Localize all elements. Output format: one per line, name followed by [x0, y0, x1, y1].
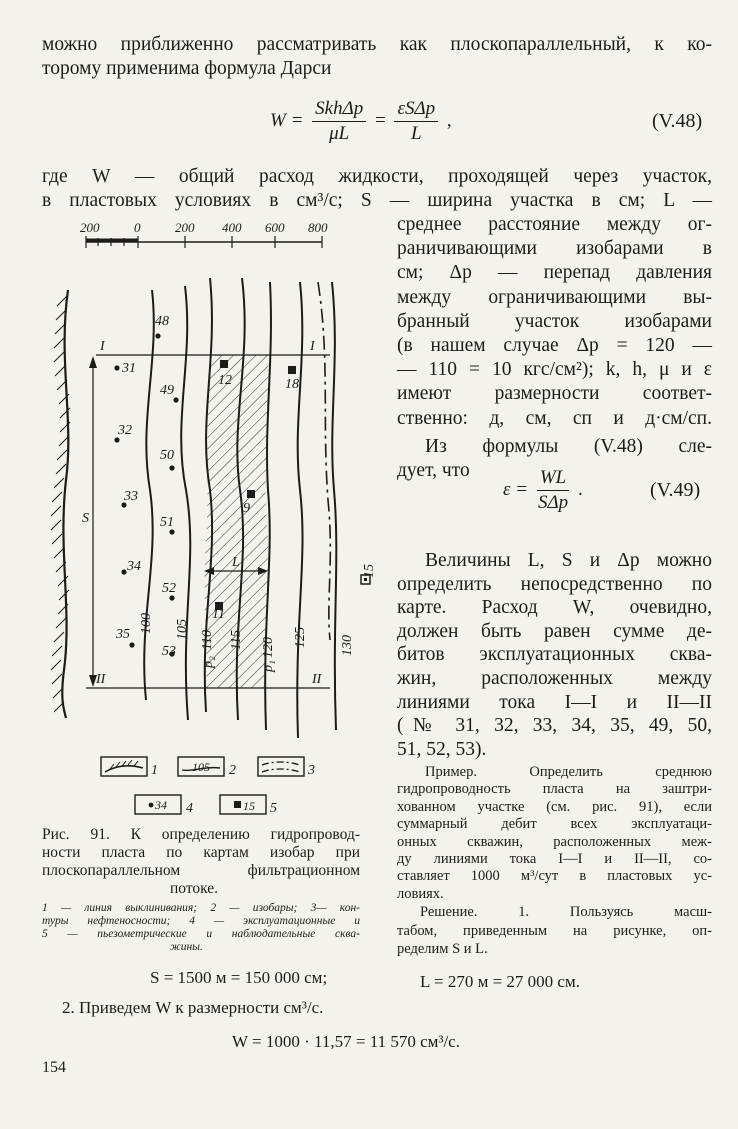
equation-v49: ε = $\frac{WL}{\text{SΔp}}$ . — [503, 467, 583, 513]
well-label: 12 — [218, 373, 232, 388]
legend-number: 2 — [229, 763, 236, 778]
p1-label: p₁ — [261, 660, 276, 672]
well-label: 52 — [162, 581, 176, 596]
paragraph-line: среднее расстояние между ог- — [397, 214, 712, 235]
legend-number: 5 — [270, 801, 277, 816]
isobar-100 — [144, 290, 154, 700]
paragraph-line: — 110 = 10 кгс/см²); k, h, μ и ε — [397, 359, 712, 381]
well-label: 49 — [160, 383, 174, 398]
scale-label: 400 — [222, 220, 242, 235]
page-number: 154 — [42, 1059, 66, 1076]
line-label: II — [96, 672, 106, 687]
paragraph-line: можно приближенно рассматривать как плоскопараллельный, к ко- — [42, 34, 712, 55]
paragraph-line: гидропроводность пласта на заштри- — [397, 781, 712, 798]
step-2: 2. Приведем W к размерности см³/с. — [62, 998, 324, 1017]
paragraph-line: между ограничивающими вы- — [397, 286, 712, 308]
well-label: 51 — [160, 515, 174, 530]
well-dot — [121, 569, 126, 574]
paragraph-line: должен быть равен сумме де- — [397, 620, 712, 642]
legend-value: 34 — [155, 798, 167, 812]
well-dot — [169, 529, 174, 534]
L-label: L — [232, 555, 240, 570]
well-label: 50 — [160, 448, 174, 463]
well-label: 15 — [362, 564, 377, 578]
isobar-label: 120 — [261, 637, 276, 658]
isobar-130 — [332, 282, 336, 730]
scale-label: 0 — [134, 220, 141, 235]
paragraph-line: где W — общий расход жидкости, проходящей через участок, — [42, 166, 712, 187]
scale-label: 600 — [265, 220, 285, 235]
paragraph-line: 51, 52, 53). — [397, 738, 487, 760]
well-label: 34 — [127, 559, 141, 574]
well-label: 31 — [122, 361, 136, 376]
fraction: $\frac{\text{εSΔp}}{L}$ — [394, 98, 438, 145]
paragraph-line: определить непосредственно по — [397, 573, 712, 595]
pinch-out-hatch — [51, 296, 70, 712]
paragraph-line: табом, приведенным на рисунке, оп- — [397, 922, 712, 939]
well-dot — [173, 397, 178, 402]
figure-caption: потоке. — [170, 880, 219, 897]
legend-value: 105 — [192, 760, 210, 774]
scale-bar — [86, 236, 322, 248]
paragraph-line: в пластовых условиях в см³/с; S — ширина участка в см; L — — [42, 190, 712, 211]
line-label: I — [310, 339, 315, 354]
scale-label: 200 — [175, 220, 195, 235]
paragraph-line: ставляет 1000 м³/сут в пластовых ус- — [397, 868, 712, 885]
paragraph-line: ловиях. — [397, 885, 444, 902]
isobar-label: 130 — [340, 635, 355, 656]
paragraph-line: онных скважин, расположенных меж- — [397, 833, 712, 850]
legend-box-3 — [258, 757, 304, 776]
isobar-125 — [297, 282, 302, 738]
isobar-label: 115 — [229, 630, 244, 650]
S-label: S — [82, 511, 89, 526]
isobar-label: 100 — [139, 613, 154, 634]
well-dot — [129, 642, 134, 647]
paragraph-line: см; Δp — перепад давления — [397, 262, 712, 284]
paragraph-line: торому применима формула Дарси — [42, 58, 332, 79]
equation-number: (V.49) — [650, 479, 701, 501]
well-label: 33 — [124, 489, 138, 504]
obs-well-square — [247, 490, 255, 498]
well-label: 9 — [243, 501, 250, 516]
well-label: 32 — [118, 423, 132, 438]
isobar-105 — [181, 286, 190, 720]
paragraph-line: битов эксплуатационных сква- — [397, 644, 712, 666]
result-L: L = 270 м = 27 000 см. — [420, 972, 580, 991]
oil-contour — [318, 282, 330, 640]
legend-number: 4 — [186, 801, 193, 816]
equation-v48: W = $\frac{\text{SkhΔp}}{\mu L}$ = $\frac{\text{εSΔp}}{L}$ , — [270, 98, 452, 144]
result-W: W = 1000 · 11,57 = 11 570 см³/с. — [232, 1032, 460, 1051]
paragraph-line: дует, что — [397, 460, 470, 481]
figure-caption: плоскопараллельном фильтрационном — [42, 862, 360, 879]
well-label: 53 — [162, 644, 176, 659]
paragraph-line: имеют размерности соответ- — [397, 383, 712, 405]
paragraph-line: ределим S и L. — [397, 941, 488, 957]
well-label: 35 — [116, 627, 130, 642]
paragraph-line: линиями тока I—I и II—II — [397, 691, 712, 713]
well-label: 48 — [155, 314, 169, 329]
eq-lhs: W = — [270, 109, 304, 131]
obs-well-square — [288, 366, 296, 374]
paragraph-line: Величины L, S и Δp можно — [425, 550, 712, 571]
isobar-label: 110 — [200, 630, 215, 650]
paragraph-line: бранный участок изобарами — [397, 310, 712, 332]
figure-caption: Рис. 91. К определению гидропровод- — [42, 826, 360, 843]
fraction: $\frac{\text{SkhΔp}}{\mu L}$ — [312, 98, 366, 145]
paragraph-line: Пример. Определить среднюю — [425, 764, 712, 780]
paragraph-line: суммарный дебит всех эксплуатаци- — [397, 816, 712, 833]
equation-number: (V.48) — [652, 110, 703, 132]
scale-label: 200 — [80, 220, 100, 235]
well-dot — [169, 595, 174, 600]
paragraph-line: ду линиями тока I—I и II—II, со- — [397, 851, 712, 867]
figure-caption: ности пласта по картам изобар при — [42, 844, 360, 861]
caption-note: туры нефтеносности; 4 — эксплуатационные и — [42, 915, 360, 927]
paragraph-line: раничивающими изобарами в — [397, 238, 712, 260]
paragraph-line: жин, расположенных между — [397, 668, 712, 689]
p2-label: p₂ — [201, 656, 216, 668]
paragraph-line: Из формулы (V.48) сле- — [425, 435, 712, 457]
well-dot — [114, 365, 119, 370]
well-dot — [155, 333, 160, 338]
legend-number: 1 — [151, 763, 158, 778]
obs-well-square — [220, 360, 228, 368]
paragraph-line: (в нашем случае Δp = 120 — — [397, 335, 712, 356]
legend-value: 15 — [243, 799, 255, 813]
caption-note: 5 — пьезометрические и наблюдательные сква- — [42, 928, 360, 940]
arrow-head — [89, 356, 97, 368]
caption-note: 1 — линия выклинивания; 2 — изобары; 3— кон- — [42, 902, 360, 914]
pinch-out-line — [62, 290, 68, 718]
well-dot — [169, 465, 174, 470]
isobar-label: 125 — [293, 627, 308, 648]
paragraph-line: хованном участке (см. рис. 91), если — [397, 798, 712, 815]
line-label: II — [312, 672, 322, 687]
well-label: 11 — [212, 607, 225, 622]
line-label: I — [100, 339, 105, 354]
legend-number: 3 — [308, 763, 315, 778]
paragraph-line: (№ 31, 32, 33, 34, 35, 49, 50, — [397, 715, 712, 737]
well-label: 18 — [285, 377, 299, 392]
well-dot — [114, 437, 119, 442]
isobar-label: 105 — [175, 619, 190, 640]
caption-note: жины. — [170, 941, 203, 953]
paragraph-line: Решение. 1. Пользуясь масш- — [420, 904, 712, 920]
paragraph-line: карте. Расход W, очевидно, — [397, 597, 712, 619]
result-S: S = 1500 м = 150 000 см; — [150, 968, 328, 987]
scale-label: 800 — [308, 220, 328, 235]
paragraph-line: ственно: д, см, сп и д·см/сп. — [397, 407, 712, 429]
